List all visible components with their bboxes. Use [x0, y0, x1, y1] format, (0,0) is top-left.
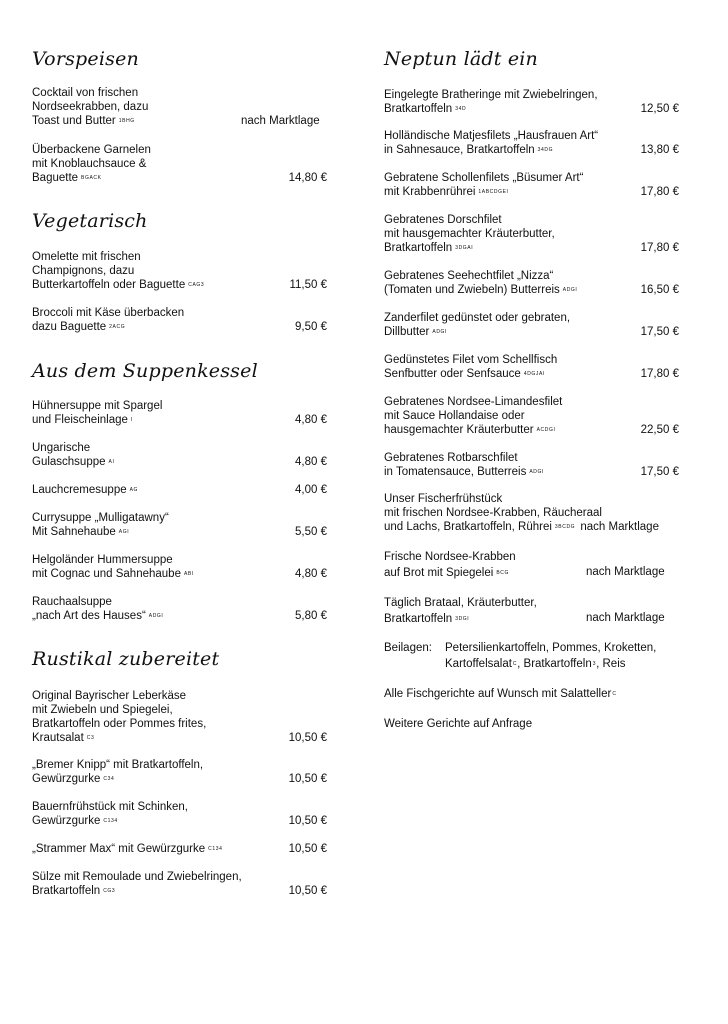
menu-item [384, 353, 557, 381]
item-text: Nordseekrabben, dazu [32, 101, 149, 113]
item-text: in Sahnesauce, Bratkartoffeln [384, 144, 535, 156]
item-text: mit Cognac und Sahnehaube [32, 568, 181, 580]
allergen-codes: I [130, 417, 133, 423]
item-line [32, 772, 203, 786]
item-line [32, 814, 188, 828]
allergen-codes: ADGI [529, 469, 544, 475]
salat-note: Alle Fischgerichte auf Wunsch mit Salatteller$^C$ [384, 688, 617, 700]
allergen-codes: C34 [103, 776, 115, 782]
menu-item-fischerfruehstueck [384, 492, 659, 534]
item-text: Cocktail von frischen [32, 87, 139, 99]
item-price: 14,80 € [288, 172, 327, 184]
item-text: Bratkartoffeln oder Pommes frites, [32, 718, 207, 730]
item-line [384, 129, 598, 143]
item-price: nach Marktlage [577, 521, 659, 533]
menu-item [32, 758, 203, 786]
item-price: 4,80 € [295, 456, 327, 468]
allergen-codes: AI [108, 459, 115, 465]
menu-item [384, 395, 562, 437]
allergen-codes: 34D [455, 106, 467, 112]
item-price: 10,50 € [288, 815, 327, 827]
item-line [32, 441, 114, 455]
allergen-codes: ABI [183, 571, 194, 577]
menu-item [32, 689, 206, 745]
item-text: Mit Sahnehaube [32, 526, 116, 538]
item-price: 17,80 € [640, 368, 679, 380]
item-line [32, 525, 169, 539]
item-text: hausgemachter Kräuterbutter [384, 424, 534, 436]
menu-item [32, 842, 223, 856]
item-text: Omelette mit frischen [32, 251, 141, 263]
item-price: nach Marktlage [241, 115, 320, 127]
allergen-codes: 1BHG [118, 118, 135, 124]
allergen-codes: CG3 [103, 888, 116, 894]
item-text: und Lachs, Bratkartoffeln, Rührei [384, 521, 552, 533]
item-text: Hühnersuppe mit Spargel [32, 400, 163, 412]
allergen-codes: 3BCDG [554, 524, 576, 530]
item-line [32, 703, 206, 717]
section-title-neptun: Neptun lädt ein [384, 48, 538, 70]
menu-item [32, 511, 169, 539]
item-text: Zanderfilet gedünstet oder gebraten, [384, 312, 571, 324]
item-line [384, 88, 598, 102]
item-text: Senfbutter oder Senfsauce [384, 368, 521, 380]
item-line [384, 325, 570, 339]
allergen-codes: BCG [496, 570, 509, 576]
item-text: und Fleischeinlage [32, 414, 128, 426]
item-line [384, 227, 555, 241]
allergen-codes: 3 [592, 661, 597, 667]
item-line [32, 717, 206, 731]
menu-item [384, 311, 570, 339]
item-line [384, 506, 659, 520]
item-line [384, 565, 516, 581]
allergen-codes: ADGI [148, 613, 164, 619]
item-price: 17,50 € [640, 326, 679, 338]
allergen-codes: 2ACG [109, 324, 126, 330]
item-line [384, 611, 537, 627]
item-line [384, 353, 557, 367]
item-text: Champignons, dazu [32, 265, 135, 277]
allergen-codes: ACDGI [536, 427, 556, 433]
item-price: 5,80 € [295, 610, 327, 622]
item-line [384, 185, 583, 199]
allergen-codes: AG [129, 487, 139, 493]
menu-item [32, 86, 148, 128]
item-line [32, 842, 223, 856]
menu-item [32, 441, 114, 469]
menu-item [32, 306, 184, 334]
item-line [32, 100, 148, 114]
item-price: 10,50 € [288, 773, 327, 785]
section-title-suppenkessel: Aus dem Suppenkessel [32, 360, 258, 382]
allergen-codes: ADGI [562, 287, 578, 293]
menu-item [32, 553, 194, 581]
item-text: Überbackene Garnelen [32, 144, 151, 156]
item-line [32, 511, 169, 525]
allergen-codes: 1ABCDGEI [478, 189, 509, 195]
item-line [32, 595, 163, 609]
item-text: Gedünstetes Filet vom Schellfisch [384, 354, 558, 366]
item-line [32, 483, 138, 497]
item-text: Butterkartoffeln oder Baguette [32, 279, 186, 291]
item-line [384, 102, 598, 116]
item-text: Gewürzgurke [32, 815, 101, 827]
item-text: „nach Art des Hauses“ [32, 610, 146, 622]
item-text: (Tomaten und Zwiebeln) Butterreis [384, 284, 560, 296]
item-text: Bratkartoffeln [32, 885, 101, 897]
item-text: Gebratenes Rotbarschfilet [384, 452, 518, 464]
item-text: mit Knoblauchsauce & [32, 158, 147, 170]
menu-item-brataal [384, 595, 537, 627]
item-text: Helgoländer Hummersuppe [32, 554, 173, 566]
allergen-codes: C [612, 691, 617, 697]
menu-item [384, 88, 598, 116]
item-line [32, 731, 206, 745]
section-title-vorspeisen: Vorspeisen [32, 48, 139, 70]
item-line [384, 465, 544, 479]
item-price: nach Marktlage [586, 612, 665, 624]
beilagen-line: Kartoffelsalat$^C$, Bratkartoffeln$^3$, Reis [445, 658, 626, 670]
item-line [32, 413, 162, 427]
item-price: 22,50 € [640, 424, 679, 436]
item-price: 17,80 € [640, 242, 679, 254]
menu-item [384, 213, 555, 255]
item-text: dazu Baguette [32, 321, 107, 333]
item-price: 10,50 € [288, 732, 327, 744]
item-line [384, 409, 562, 423]
item-line [32, 306, 184, 320]
item-line [384, 143, 598, 157]
item-text: mit hausgemachter Kräuterbutter, [384, 228, 555, 240]
item-line [32, 86, 148, 100]
item-line [32, 689, 206, 703]
item-text: Bratkartoffeln [384, 242, 453, 254]
item-line [32, 250, 204, 264]
item-price: 10,50 € [288, 885, 327, 897]
item-line [32, 455, 114, 469]
item-text: Holländische Matjesfilets „Hausfrauen Art“ [384, 130, 599, 142]
item-text: Gebratenes Dorschfilet [384, 214, 502, 226]
item-line [32, 758, 203, 772]
menu-item [32, 595, 163, 623]
item-price: nach Marktlage [586, 566, 665, 578]
item-text: Krautsalat [32, 732, 84, 744]
item-line [32, 884, 242, 898]
item-line [32, 157, 151, 171]
allergen-codes: AGI [118, 529, 130, 535]
menu-item [32, 250, 204, 292]
item-line [32, 114, 148, 128]
item-text: Gulaschsuppe [32, 456, 106, 468]
anfrage-note: Weitere Gerichte auf Anfrage [384, 718, 533, 730]
item-price: 16,50 € [640, 284, 679, 296]
allergen-codes: C134 [208, 846, 223, 852]
item-text: Currysuppe „Mulligatawny“ [32, 512, 169, 524]
item-text: Lauchcremesuppe [32, 484, 127, 496]
item-line [384, 451, 544, 465]
item-text: Toast und Butter [32, 115, 116, 127]
item-text: Broccoli mit Käse überbacken [32, 307, 185, 319]
item-text: Gewürzgurke [32, 773, 101, 785]
item-line [32, 800, 188, 814]
item-text: Sülze mit Remoulade und Zwiebelringen, [32, 871, 242, 883]
item-price: 5,50 € [295, 526, 327, 538]
item-price: 13,80 € [640, 144, 679, 156]
allergen-codes: C3 [86, 735, 95, 741]
menu-item [384, 269, 577, 297]
menu-item [32, 800, 188, 828]
item-price: 4,80 € [295, 414, 327, 426]
item-price: 4,80 € [295, 568, 327, 580]
item-line [32, 264, 204, 278]
item-line [32, 143, 151, 157]
beilagen-line: Petersilienkartoffeln, Pommes, Kroketten, [445, 642, 657, 654]
allergen-codes: 3DGAI [455, 245, 474, 251]
item-text: Frische Nordsee-Krabben [384, 551, 516, 563]
item-text: Baguette [32, 172, 79, 184]
item-line [384, 492, 659, 506]
menu-item [32, 143, 151, 185]
menu-item-krabben [384, 549, 516, 581]
item-text: „Strammer Max“ mit Gewürzgurke [32, 843, 206, 855]
item-line [384, 595, 537, 611]
item-text: mit frischen Nordsee-Krabben, Räucheraal [384, 507, 602, 519]
menu-item [384, 129, 598, 157]
item-text: Bratkartoffeln [384, 613, 453, 625]
item-line [32, 609, 163, 623]
item-text: Rauchaalsuppe [32, 596, 112, 608]
item-line [384, 367, 557, 381]
item-text: Bauernfrühstück mit Schinken, [32, 801, 188, 813]
section-title-rustikal: Rustikal zubereitet [32, 648, 220, 670]
item-text: Eingelegte Bratheringe mit Zwiebelringen, [384, 89, 598, 101]
menu-item [32, 483, 138, 497]
item-line [32, 320, 184, 334]
item-text: Gebratene Schollenfilets „Büsumer Art“ [384, 172, 584, 184]
item-line [384, 269, 577, 283]
menu-item [32, 870, 242, 898]
item-line [384, 283, 577, 297]
item-line [384, 213, 555, 227]
item-text: „Bremer Knipp“ mit Bratkartoffeln, [32, 759, 204, 771]
item-line [32, 567, 194, 581]
item-text: mit Sauce Hollandaise oder [384, 410, 525, 422]
allergen-codes: 4DGJAI [523, 371, 545, 377]
item-text: Original Bayrischer Leberkäse [32, 690, 187, 702]
item-line [32, 278, 204, 292]
item-price: 9,50 € [295, 321, 327, 333]
menu-item [32, 399, 162, 427]
item-line [384, 171, 583, 185]
item-price: 10,50 € [288, 843, 327, 855]
allergen-codes: BGACK [81, 175, 102, 181]
menu-item [384, 451, 544, 479]
item-price: 11,50 € [289, 279, 327, 291]
item-price: 17,50 € [640, 466, 679, 478]
allergen-codes: ADGI [432, 329, 448, 335]
allergen-codes: CAG3 [188, 282, 205, 288]
beilagen-label: Beilagen: [384, 642, 432, 654]
item-text: in Tomatensauce, Butterreis [384, 466, 527, 478]
item-line [32, 553, 194, 567]
item-line [32, 870, 242, 884]
item-text: auf Brot mit Spiegelei [384, 567, 494, 579]
item-text: Täglich Brataal, Kräuterbutter, [384, 597, 537, 609]
item-text: Ungarische [32, 442, 91, 454]
item-line [384, 395, 562, 409]
allergen-codes: 34DG [537, 147, 554, 153]
allergen-codes: C [512, 661, 518, 667]
item-price: 4,00 € [295, 484, 327, 496]
allergen-codes: C134 [103, 818, 118, 824]
item-price: 17,80 € [640, 186, 679, 198]
item-line [384, 311, 570, 325]
item-text: Gebratenes Nordsee-Limandesfilet [384, 396, 563, 408]
item-line [384, 549, 516, 565]
item-text: Dillbutter [384, 326, 430, 338]
item-line [384, 423, 562, 437]
item-text: Bratkartoffeln [384, 103, 453, 115]
item-text: mit Zwiebeln und Spiegelei, [32, 704, 173, 716]
item-line [384, 520, 659, 534]
item-line [32, 399, 162, 413]
item-line [384, 241, 555, 255]
item-text: mit Krabbenrührei [384, 186, 476, 198]
allergen-codes: 3DGI [455, 616, 470, 622]
item-line [32, 171, 151, 185]
item-text: Gebratenes Seehechtfilet „Nizza“ [384, 270, 554, 282]
section-title-vegetarisch: Vegetarisch [32, 210, 148, 232]
item-text: Unser Fischerfrühstück [384, 493, 503, 505]
item-price: 12,50 € [640, 103, 679, 115]
menu-item [384, 171, 583, 199]
